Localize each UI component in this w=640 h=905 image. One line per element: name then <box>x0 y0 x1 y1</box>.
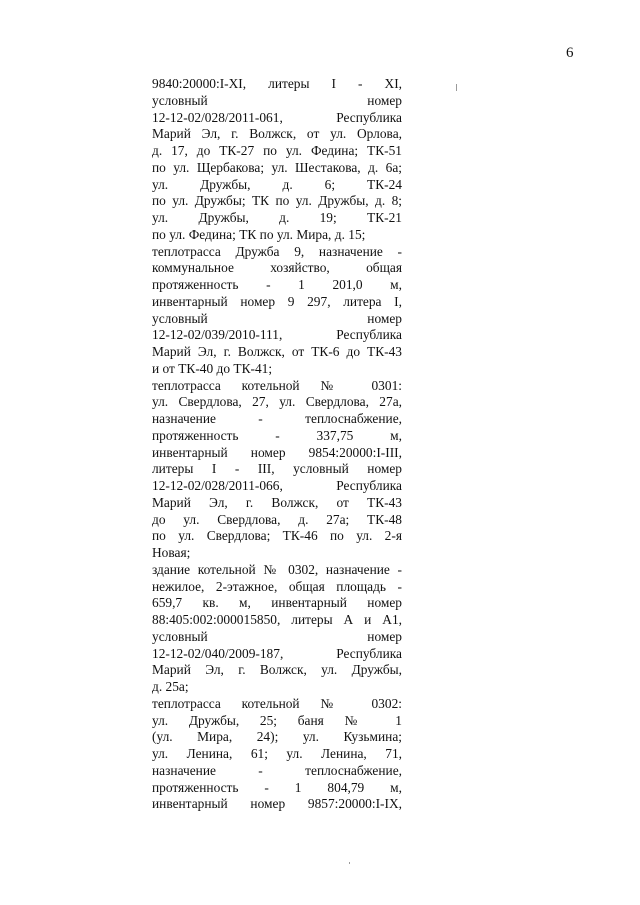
text-line: теплотрасса Дружба 9, назначение - <box>152 243 402 259</box>
text-line: Новая; <box>152 545 191 560</box>
text-line: Марий Эл, г. Волжск, ул. Дружбы, <box>152 662 402 678</box>
text-line: 659,7 кв. м, инвентарный номер <box>152 595 402 611</box>
text-line: 12-12-02/040/2009-187, Республика <box>152 645 402 661</box>
text-line: условный номер <box>152 92 402 108</box>
text-line: д. 25а; <box>152 679 189 694</box>
text-line: назначение - теплоснабжение, <box>152 762 402 778</box>
text-line: теплотрасса котельной № 0302: <box>152 695 402 711</box>
text-line: здание котельной № 0302, назначение - <box>152 561 402 577</box>
text-line: коммунальное хозяйство, общая <box>152 260 402 276</box>
text-line: 12-12-02/039/2010-111, Республика <box>152 327 402 343</box>
text-line: по ул. Дружбы; ТК по ул. Дружбы, д. 8; <box>152 193 402 209</box>
text-line: (ул. Мира, 24); ул. Кузьмина; <box>152 729 402 745</box>
text-line: д. 17, до ТК-27 по ул. Федина; ТК-51 <box>152 143 402 158</box>
text-line: инвентарный номер 9 297, литера I, <box>152 293 402 309</box>
text-line: протяженность - 337,75 м, <box>152 427 402 443</box>
text-line: Марий Эл, г. Волжск, от ул. Орлова, <box>152 126 402 142</box>
text-line: Марий Эл, г. Волжск, от ТК-6 до ТК-43 <box>152 344 402 359</box>
text-line: по ул. Щербакова; ул. Шестакова, д. 6а; <box>152 159 402 175</box>
text-line: ул. Свердлова, 27, ул. Свердлова, 27а, <box>152 394 402 410</box>
text-line: инвентарный номер 9854:20000:I-III, <box>152 444 402 460</box>
text-line: протяженность - 1 804,79 м, <box>152 779 402 795</box>
text-line: до ул. Свердлова, д. 27а; ТК-48 <box>152 511 402 527</box>
page-number: 6 <box>566 45 574 61</box>
text-line: литеры I - III, условный номер <box>152 461 402 477</box>
text-line: нежилое, 2-этажное, общая площадь - <box>152 578 402 594</box>
scan-speck <box>349 862 350 864</box>
text-line: по ул. Федина; ТК по ул. Мира, д. 15; <box>152 226 366 242</box>
text-line: протяженность - 1 201,0 м, <box>152 277 402 292</box>
text-line: 9840:20000:I-XI, литеры I - XI, <box>152 76 402 91</box>
text-line: теплотрасса котельной № 0301: <box>152 377 402 393</box>
text-line: Марий Эл, г. Волжск, от ТК-43 <box>152 494 402 510</box>
text-line: ул. Дружбы, д. 19; ТК-21 <box>152 210 402 225</box>
text-line: и от ТК-40 до ТК-41; <box>152 360 273 376</box>
text-line: 12-12-02/028/2011-061, Республика <box>152 109 402 125</box>
text-line: условный номер <box>152 628 402 644</box>
text-line: ул. Дружбы, д. 6; ТК-24 <box>152 176 402 192</box>
text-line: условный номер <box>152 310 402 326</box>
text-line: инвентарный номер 9857:20000:I-IX, <box>152 796 402 812</box>
text-line: 12-12-02/028/2011-066, Республика <box>152 478 402 493</box>
text-line: 88:405:002:000015850, литеры А и А1, <box>152 612 402 627</box>
body-text <box>152 76 402 813</box>
text-line: ул. Ленина, 61; ул. Ленина, 71, <box>152 746 402 761</box>
text-line: по ул. Свердлова; ТК-46 по ул. 2-я <box>152 528 402 544</box>
text-line: назначение - теплоснабжение, <box>152 411 402 426</box>
scan-speck <box>456 84 457 91</box>
text-line: ул. Дружбы, 25; баня № 1 <box>152 712 402 728</box>
